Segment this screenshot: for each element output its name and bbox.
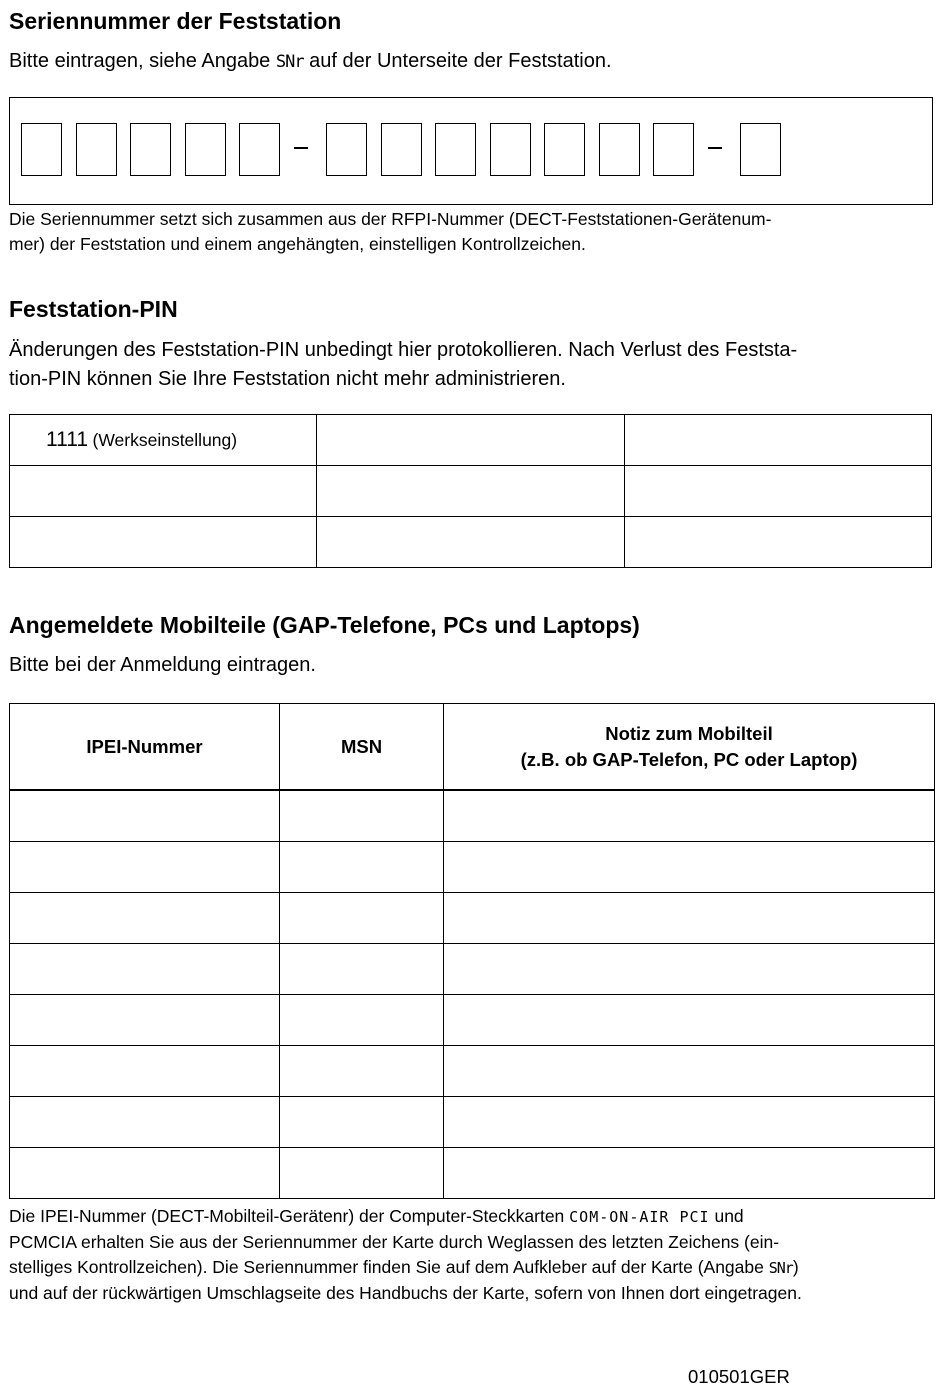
ipei-cell[interactable] [10,995,280,1046]
pin-cell[interactable] [10,517,317,568]
note-cell[interactable] [444,995,935,1046]
msn-cell[interactable] [280,893,444,944]
ipei-cell[interactable] [10,1046,280,1097]
document-code: 010501GER [688,1366,790,1387]
serial-number-box [9,97,933,205]
serial-digit-box[interactable] [381,123,422,176]
note-cell[interactable] [444,842,935,893]
pin-cell[interactable] [317,415,625,466]
serial-digit-box[interactable] [740,123,781,176]
msn-cell[interactable] [280,1046,444,1097]
msn-cell[interactable] [280,790,444,842]
ipei-cell[interactable] [10,1097,280,1148]
column-header-ipei: IPEI-Nummer [10,704,280,791]
mobile-heading: Angemeldete Mobilteile (GAP-Telefone, PCs und Laptops) [9,612,640,638]
serial-digit-box[interactable] [653,123,694,176]
snr-label-footnote: SNr [768,1259,793,1277]
table-row [10,1046,935,1097]
pin-table [9,414,932,568]
footnote-line4: und auf der rückwärtigen Umschlagseite des Handbuchs der Karte, sofern von Ihnen dort eingetragen. [9,1283,802,1303]
ipei-cell[interactable] [10,1148,280,1199]
pin-row [10,466,932,517]
serial-digit-box[interactable] [185,123,226,176]
msn-cell[interactable] [280,1148,444,1199]
serial-instruction-text: Bitte eintragen, siehe Angabe [9,50,276,72]
pin-row [10,415,932,466]
mobile-header-row [10,704,935,791]
pin-cell[interactable] [10,466,317,517]
table-row [10,1097,935,1148]
serial-instruction [9,47,612,77]
table-row [10,842,935,893]
pin-default-value: 1111 [46,428,89,451]
pin-default-note: (Werkseinstellung) [92,430,238,450]
serial-note-line2: mer) der Feststation und einem angehängten, einstelligen Kontrollzeichen. [9,234,586,254]
serial-digit-box[interactable] [544,123,585,176]
footnote-line1: Die IPEI-Nummer (DECT-Mobilteil-Gerätenr) der Computer-Steckkarten [9,1206,570,1226]
footnote-line2: PCMCIA erhalten Sie aus der Seriennummer der Karte durch Weglassen des letzten Zeichens (ein- [9,1232,780,1252]
footnote-line3: stelliges Kontrollzeichen). Die Seriennummer finden Sie auf dem Aufkleber auf der Karte (Angabe [9,1257,769,1277]
mobile-table [9,703,935,1199]
pin-cell[interactable] [10,415,317,466]
column-header-note-line2: (z.B. ob GAP-Telefon, PC oder Laptop) [520,748,858,770]
serial-digit-box[interactable] [239,123,280,176]
ipei-cell[interactable] [10,790,280,842]
serial-digit-box[interactable] [490,123,531,176]
table-row [10,995,935,1046]
serial-note [9,207,771,257]
column-header-note-line1: Notiz zum Mobilteil [605,722,773,744]
pin-text-line2: tion-PIN können Sie Ihre Feststation nicht mehr administrieren. [9,368,566,390]
note-cell[interactable] [444,944,935,995]
ipei-cell[interactable] [10,842,280,893]
serial-heading: Seriennummer der Feststation [9,8,342,34]
snr-label: SNr [275,52,304,72]
column-header-msn: MSN [280,704,444,791]
ipei-cell[interactable] [10,893,280,944]
mobile-instruction: Bitte bei der Anmeldung eintragen. [9,654,316,676]
table-row [10,1148,935,1199]
msn-cell[interactable] [280,842,444,893]
note-cell[interactable] [444,1097,935,1148]
msn-cell[interactable] [280,995,444,1046]
mobile-footnote [9,1204,802,1306]
pin-cell[interactable] [317,517,625,568]
pin-text-line1: Änderungen des Feststation-PIN unbedingt hier protokollieren. Nach Verlust des Feststa- [9,339,798,361]
table-row [10,893,935,944]
msn-cell[interactable] [280,944,444,995]
serial-digit-box[interactable] [435,123,476,176]
note-cell[interactable] [444,1046,935,1097]
note-cell[interactable] [444,790,935,842]
serial-digit-box[interactable] [21,123,62,176]
column-header-note [444,704,935,791]
pin-cell[interactable] [625,517,932,568]
footnote-line1-end: und [709,1206,744,1226]
pin-row [10,517,932,568]
pin-cell[interactable] [625,415,932,466]
serial-digit-box[interactable] [76,123,117,176]
pin-heading: Feststation-PIN [9,296,178,322]
pin-text [9,336,797,394]
footnote-line3-end: ) [792,1257,799,1277]
table-row [10,790,935,842]
mobile-table-body [10,790,935,1199]
serial-digit-box[interactable] [326,123,367,176]
pin-cell[interactable] [625,466,932,517]
serial-separator-dash [294,147,308,149]
note-cell[interactable] [444,893,935,944]
serial-digit-box[interactable] [599,123,640,176]
note-cell[interactable] [444,1148,935,1199]
table-row [10,944,935,995]
serial-instruction-text-end: auf der Unterseite der Feststation. [303,50,612,72]
msn-cell[interactable] [280,1097,444,1148]
ipei-cell[interactable] [10,944,280,995]
pin-cell[interactable] [317,466,625,517]
serial-digit-box[interactable] [130,123,171,176]
product-name: COM-ON-AIR PCI [569,1208,710,1226]
serial-separator-dash [708,147,722,149]
serial-note-line1: Die Seriennummer setzt sich zusammen aus der RFPI-Nummer (DECT-Feststationen-Gerätenum- [9,209,772,229]
